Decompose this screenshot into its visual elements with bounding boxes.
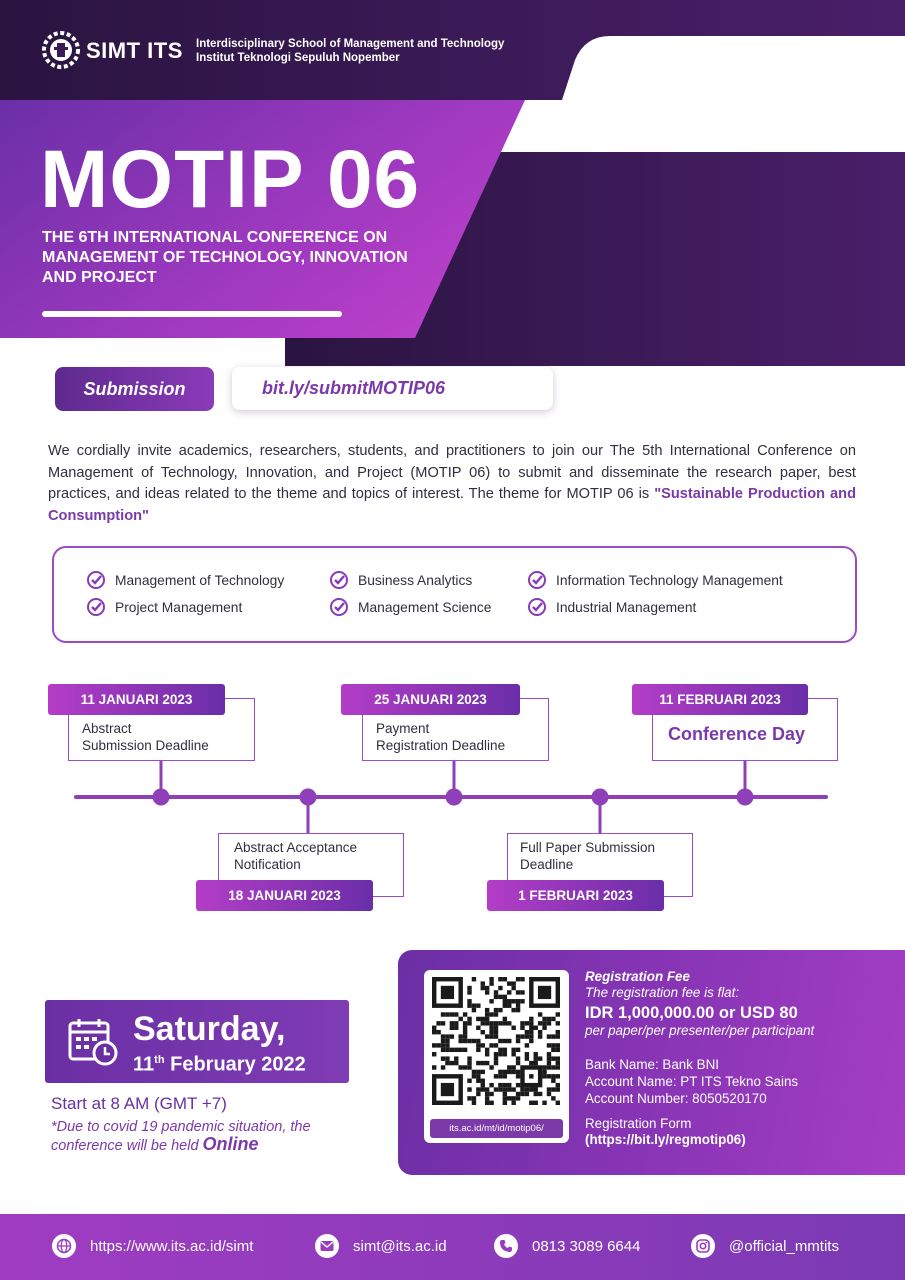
calendar-clock-icon (67, 1017, 119, 1067)
footer-website[interactable] (52, 1234, 253, 1258)
event-date: 11th February 2022 (133, 1053, 306, 1076)
topic-item: Business Analytics (330, 571, 472, 589)
topics-box (52, 546, 857, 643)
form-label: Registration Form (585, 1116, 692, 1131)
topic-item: Information Technology Management (528, 571, 783, 589)
event-day: Saturday, (133, 1010, 286, 1048)
start-time: Start at 8 AM (GMT +7) (51, 1094, 227, 1113)
instagram-icon (691, 1234, 715, 1258)
qr-code-icon[interactable] (432, 977, 560, 1105)
school-heading (196, 37, 504, 65)
timeline-label: Abstract Submission Deadline (82, 721, 209, 753)
institute-name: Institut Teknologi Sepuluh Nopember (196, 52, 400, 64)
topic-item: Industrial Management (528, 598, 696, 616)
topic-item: Management Science (330, 598, 491, 616)
globe-icon (52, 1234, 76, 1258)
its-logo-icon (40, 29, 82, 71)
check-icon (330, 571, 348, 589)
timeline-date: 11 JANUARI 2023 (48, 684, 225, 715)
fee-flat: The registration fee is flat: (585, 985, 740, 1000)
fee-amount: IDR 1,000,000.00 or USD 80 (585, 1004, 798, 1022)
invitation-paragraph (48, 441, 856, 527)
conference-title: MOTIP 06 (40, 134, 421, 225)
qr-url[interactable]: its.ac.id/mt/id/motip06/ (430, 1119, 563, 1138)
topic-item: Project Management (87, 598, 242, 616)
online-label: Online (202, 1134, 259, 1154)
bank-name: Bank Name: Bank BNI (585, 1057, 719, 1072)
mail-icon (315, 1234, 339, 1258)
check-icon (528, 598, 546, 616)
check-icon (87, 598, 105, 616)
check-icon (87, 571, 105, 589)
intro-text: We cordially invite academics, researchers, students, and practitioners to join our The 5th International Conference on Management of Technology, Innovation, and Project (MOTIP 06) to submit and disseminate the research paper, best practices, and ideas related to the theme and topics of interest. The theme for MOTIP 06 is (48, 443, 856, 502)
topic-item: Management of Technology (87, 571, 284, 589)
footer-instagram[interactable] (691, 1234, 839, 1258)
email-text: simt@its.ac.id (353, 1237, 447, 1255)
form-link[interactable]: (https://bit.ly/regmotip06) (585, 1132, 746, 1147)
check-icon (528, 571, 546, 589)
timeline-label: Payment Registration Deadline (376, 721, 506, 753)
submission-link[interactable]: bit.ly/submitMOTIP06 (232, 367, 553, 410)
fee-per: per paper/per presenter/per participant (585, 1023, 815, 1038)
instagram-text: @official_mmtits (729, 1237, 839, 1255)
conference-subtitle: THE 6TH INTERNATIONAL CONFERENCE ON MANAGEMENT OF TECHNOLOGY, INNOVATION AND PROJECT (42, 229, 408, 286)
phone-text: 0813 3089 6644 (532, 1237, 641, 1255)
footer-phone[interactable] (494, 1234, 640, 1258)
timeline-date: 18 JANUARI 2023 (196, 880, 373, 911)
timeline-label: Abstract Acceptance Notification (234, 840, 358, 872)
account-name: Account Name: PT ITS Tekno Sains (585, 1074, 799, 1089)
brand-name: SIMT ITS (86, 38, 183, 63)
timeline-date: 1 FEBRUARI 2023 (487, 880, 664, 911)
school-name: Interdisciplinary School of Management and Technology (196, 38, 505, 50)
title-divider (42, 311, 342, 317)
submission-label: Submission (55, 367, 214, 411)
theme-text: "Sustainable Production and Consumption" (48, 486, 856, 524)
phone-icon (494, 1234, 518, 1258)
account-number: Account Number: 8050520170 (585, 1091, 767, 1106)
covid-note: *Due to covid 19 pandemic situation, the conference will be held Online (51, 1119, 311, 1154)
timeline-date: 11 FEBRUARI 2023 (632, 684, 808, 715)
check-icon (330, 598, 348, 616)
conference-day-label: Conference Day (668, 724, 806, 744)
timeline-date: 25 JANUARI 2023 (341, 684, 520, 715)
footer-email[interactable] (315, 1234, 447, 1258)
timeline-label: Full Paper Submission Deadline (520, 840, 656, 872)
fee-title: Registration Fee (585, 969, 690, 984)
website-text: https://www.its.ac.id/simt (90, 1237, 254, 1255)
